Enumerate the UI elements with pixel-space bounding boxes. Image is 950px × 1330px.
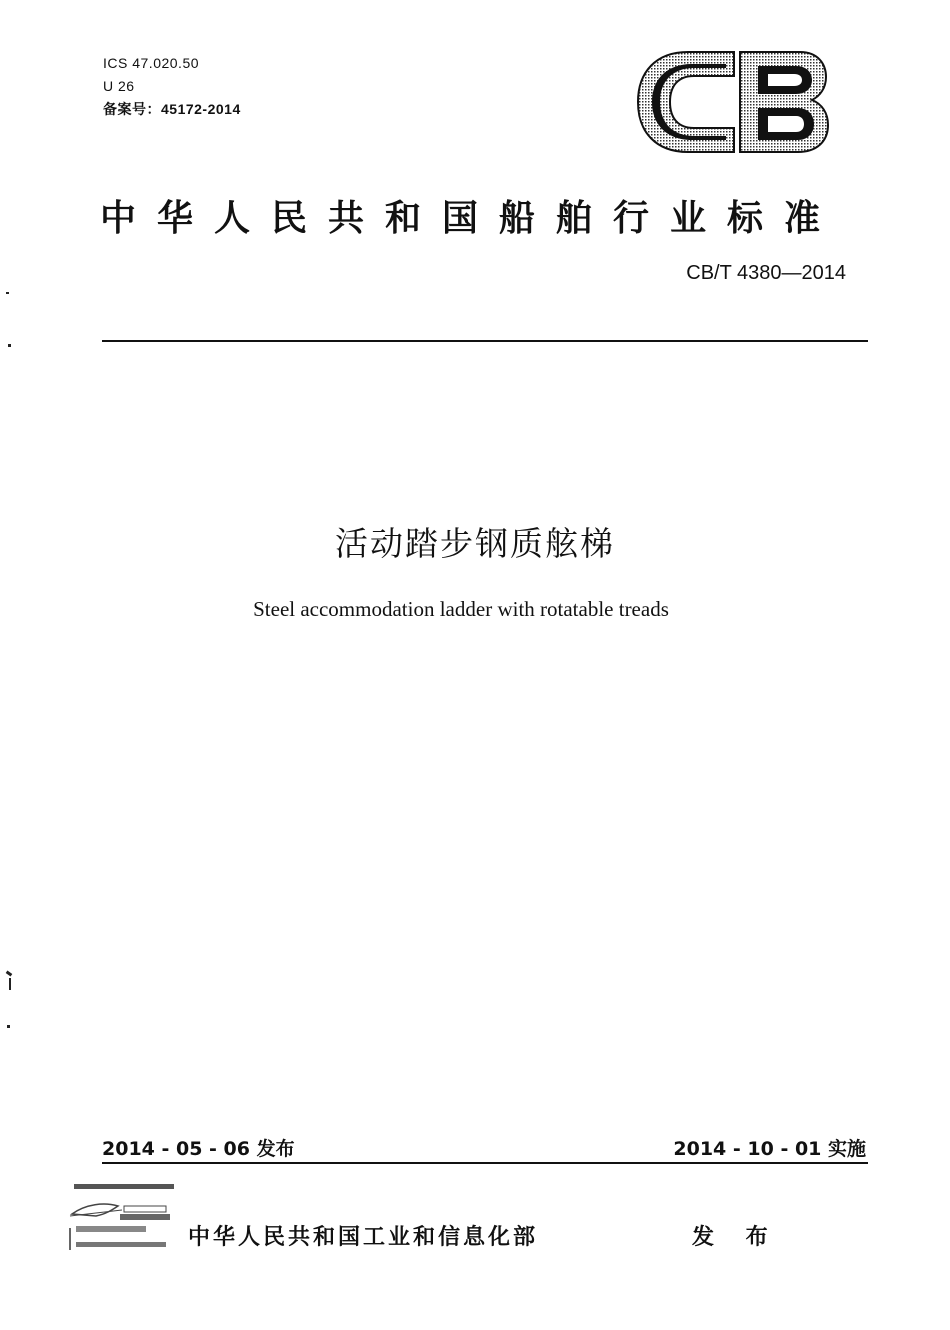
standard-number: CB/T 4380—2014 — [686, 262, 846, 284]
cb-logo — [636, 50, 830, 154]
anti-counterfeit-stamp — [66, 1180, 186, 1258]
footer-divider — [102, 1162, 868, 1164]
header-divider — [102, 340, 868, 342]
scan-speck — [8, 344, 11, 347]
document-meta — [103, 52, 241, 121]
publish-label: 发 布 — [692, 1225, 780, 1250]
scan-speck — [9, 978, 11, 990]
ics-code: ICS 47.020.50 — [103, 55, 200, 71]
scan-speck — [6, 971, 13, 977]
implementation-date: 2014 - 10 - 01 实施 — [673, 1138, 866, 1160]
document-title-en: Steel accommodation ladder with rotatable treads — [253, 597, 669, 621]
issue-date: 2014 - 05 - 06 发布 — [102, 1138, 295, 1160]
ccs-code: U 26 — [103, 78, 135, 94]
document-title-cn: 活动踏步钢质舷梯 — [335, 524, 615, 563]
publisher-name: 中华人民共和国工业和信息化部 — [188, 1225, 539, 1250]
scan-speck — [6, 292, 9, 294]
industry-standard-title: 中华人民共和国船舶行业标准 — [100, 198, 842, 239]
record-number: 备案号：45172-2014 — [103, 101, 241, 117]
scan-speck — [7, 1025, 10, 1028]
